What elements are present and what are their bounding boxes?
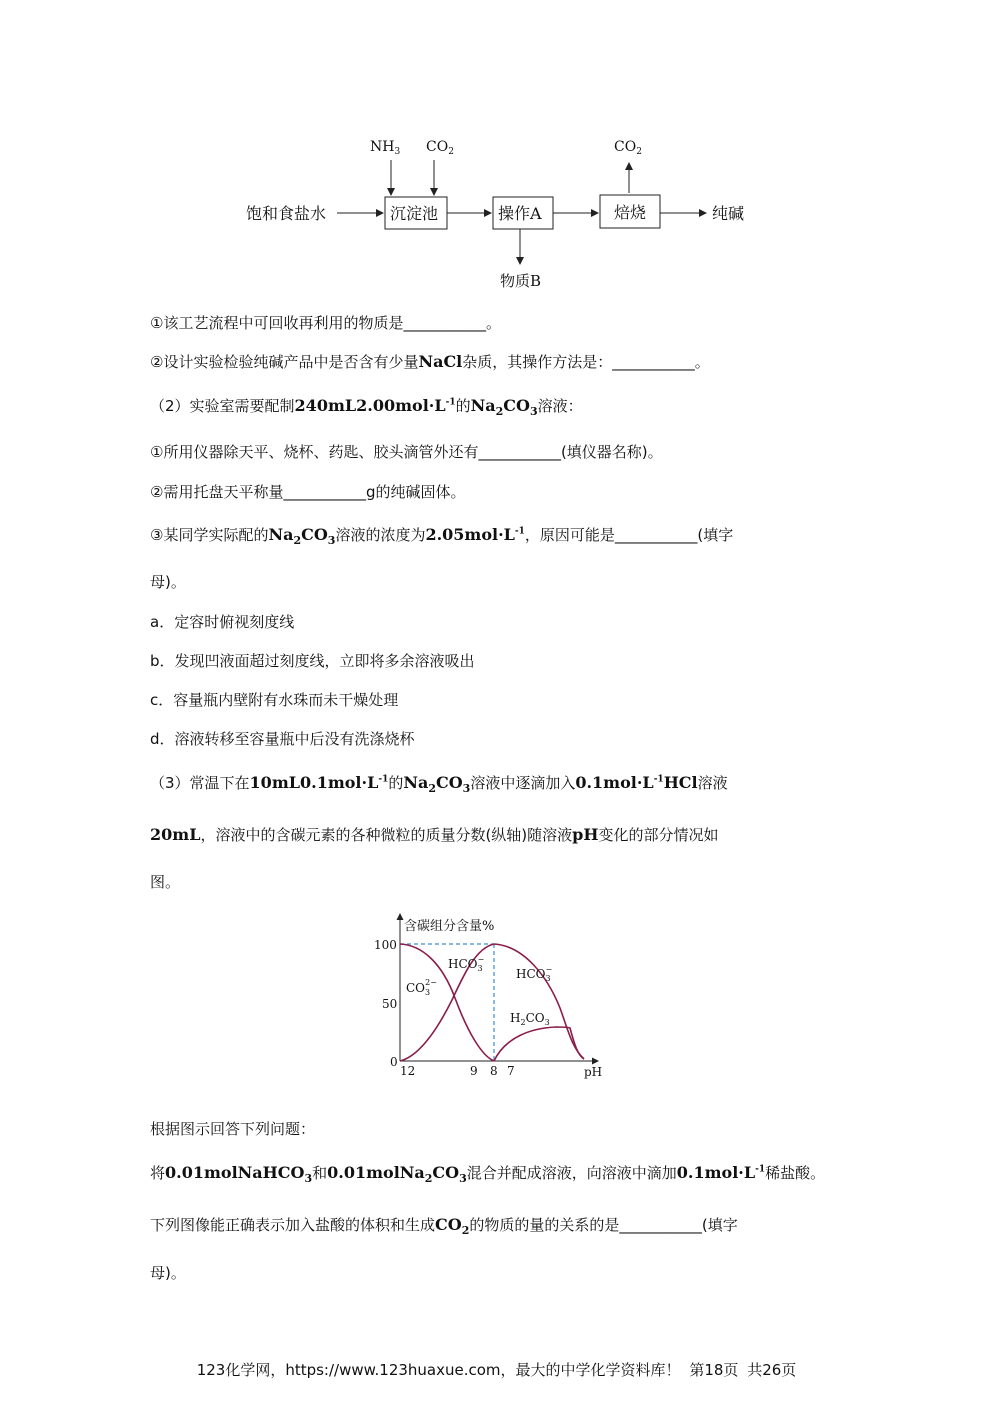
label-hco3-left: $HCO_3-$: [448, 955, 485, 973]
flow-gas-out-label: $CO_2$: [614, 139, 642, 157]
q1-item-2: ②设计实验检验纯碱产品中是否含有少量NaCl杂质，其操作方法是：___________。: [150, 352, 710, 371]
footer-site: 123化学网，https://www.123huaxue.com，最大的中学化学资料库！: [196, 1361, 681, 1379]
footer-total: 共26页: [747, 1361, 797, 1379]
q2-item-2: ②需用托盘天平称量___________g的纯碱固体。: [150, 483, 466, 501]
flow-box1-label: 沉淀池: [390, 204, 439, 223]
process-flow-diagram: [0, 0, 993, 300]
chart-xtick-12: 12: [400, 1064, 416, 1078]
label-hco3-right: $HCO_3-$: [516, 965, 553, 983]
flow-co2-label: $CO_2$: [426, 139, 454, 157]
chart-xtick-9: 9: [470, 1064, 478, 1078]
q4-line-3: 下列图像能正确表示加入盐酸的体积和生成$CO_2$的物质的量的关系的是___________(填字: [150, 1215, 738, 1238]
flow-box3-label: 焙烧: [614, 203, 647, 222]
species-distribution-chart: [360, 908, 610, 1083]
chart-xtick-8: 8: [490, 1064, 498, 1078]
chart-x-label: pH: [584, 1065, 603, 1079]
q2-option-d: d．溶液转移至容量瓶中后没有洗涤烧杯: [150, 730, 415, 748]
q4-line-4: 母)。: [150, 1264, 186, 1282]
flow-byproduct-label: 物质B: [500, 272, 542, 290]
flow-box2-label: 操作A: [498, 204, 542, 223]
q2-heading: （2）实验室需要配制$240mL2.00mol\cdot L^{-1}$的$Na_2CO_3$溶液：: [150, 396, 583, 419]
q4-line-2: 将0.01molNaHCO$_3$和$0.01molNa_2CO_3$混合并配成溶液，向溶液中滴加$0.1mol\cdot L^{-1}$稀盐酸。: [150, 1163, 826, 1186]
label-co3: $CO_32-$: [406, 978, 437, 997]
q3-line-2: 20mL，溶液中的含碳元素的各种微粒的质量分数(纵轴)随溶液pH变化的部分情况如: [150, 825, 719, 844]
chart-ytick-0: 0: [390, 1055, 398, 1069]
chart-ytick-50: 50: [382, 997, 398, 1011]
q4-line-1: 根据图示回答下列问题：: [150, 1120, 316, 1138]
label-h2co3: $H_2CO_3$: [510, 1011, 550, 1027]
q2-item-1: ①所用仪器除天平、烧杯、药匙、胶头滴管外还有___________(填仪器名称)。: [150, 443, 663, 461]
flow-output-label: 纯碱: [712, 204, 745, 223]
q2-option-c: c．容量瓶内壁附有水珠而未干燥处理: [150, 691, 399, 709]
chart-ytick-100: 100: [374, 938, 397, 952]
footer-page: 第18页: [689, 1361, 739, 1379]
flow-input-label: 饱和食盐水: [246, 204, 327, 223]
curve-hco3-fall: [494, 944, 584, 1059]
q1-item-1: ①该工艺流程中可回收再利用的物质是___________。: [150, 314, 501, 332]
q3-heading: （3）常温下在$10mL0.1mol\cdot L^{-1}$的$Na_2CO_3$溶液中逐滴加入$0.1mol\cdot L^{-1}HCl$溶液: [150, 773, 728, 796]
curve-h2co3: [494, 1027, 584, 1061]
q2-option-a: a．定容时俯视刻度线: [150, 613, 295, 631]
flow-nh3-label: $NH_3$: [370, 139, 401, 157]
q2-item-3-cont: 母)。: [150, 573, 186, 591]
chart-xtick-7: 7: [507, 1064, 515, 1078]
page-footer: [0, 1359, 993, 1380]
q2-item-3: ③某同学实际配的$Na_2CO_3$溶液的浓度为$2.05mol\cdot L^{-1}$，原因可能是___________(填字: [150, 525, 734, 548]
q2-option-b: b．发现凹液面超过刻度线，立即将多余溶液吸出: [150, 652, 475, 670]
chart-y-label: 含碳组分含量%: [404, 919, 495, 934]
q3-line-3: 图。: [150, 873, 181, 891]
